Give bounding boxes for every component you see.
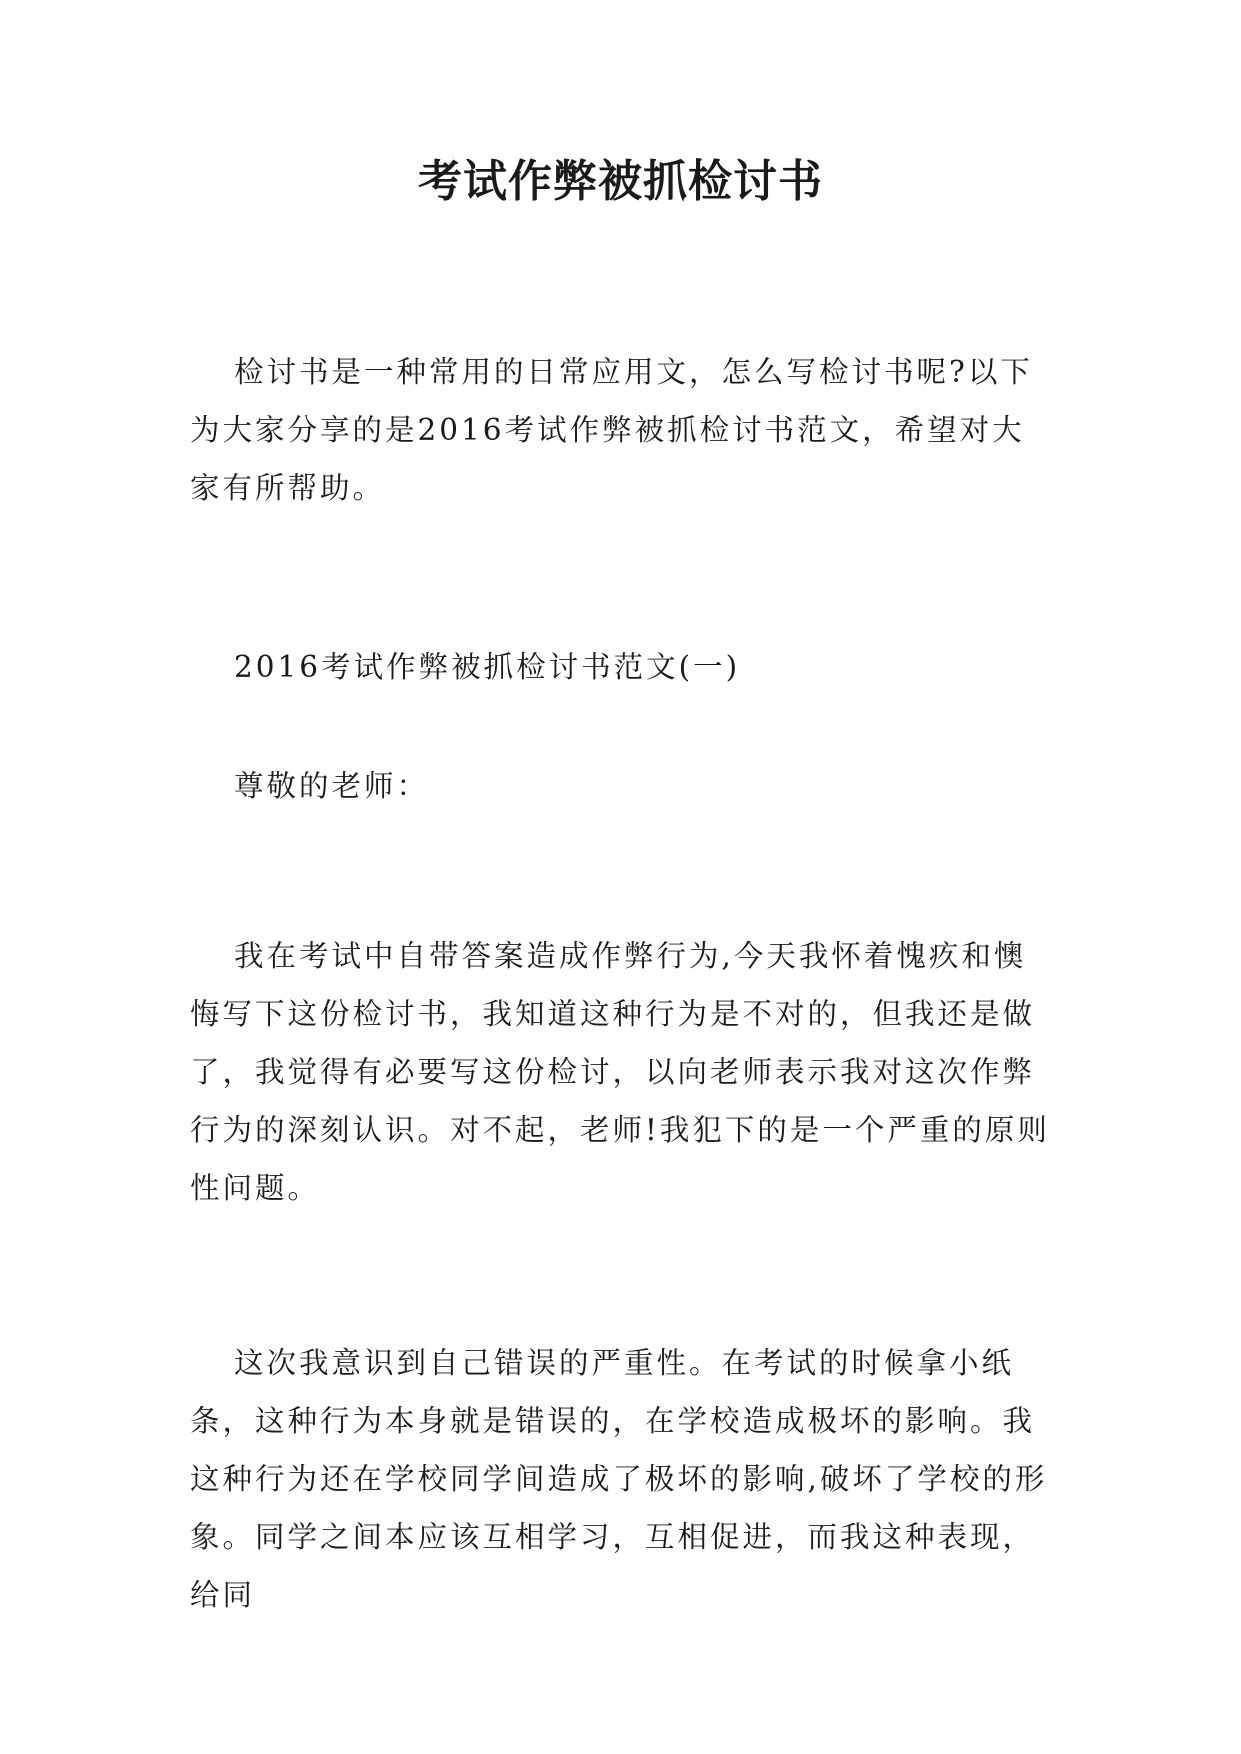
body-paragraph-1: 我在考试中自带答案造成作弊行为,今天我怀着愧疚和懊悔写下这份检讨书，我知道这种行为是不对的，但我还是做了，我觉得有必要写这份检讨，以向老师表示我对这次作弊行为的深刻认识。对不起，老师!我犯下的是一个严重的原则性问题。: [190, 939, 1050, 1205]
body-paragraph-2: 这次我意识到自己错误的严重性。在考试的时候拿小纸条，这种行为本身就是错误的，在学校造成极坏的影响。我这种行为还在学校同学间造成了极坏的影响,破坏了学校的形象。同学之间本应该互相学习，互相促进，而我这种表现，给同: [190, 1346, 1048, 1612]
section-heading: 2016考试作弊被抓检讨书范文(一): [234, 650, 741, 684]
intro-paragraph: 检讨书是一种常用的日常应用文，怎么写检讨书呢?以下为大家分享的是2016考试作弊被抓检讨书范文，希望对大家有所帮助。: [190, 355, 1033, 505]
salutation: 尊敬的老师：: [234, 769, 430, 803]
document-title: 考试作弊被抓检讨书: [418, 156, 823, 207]
